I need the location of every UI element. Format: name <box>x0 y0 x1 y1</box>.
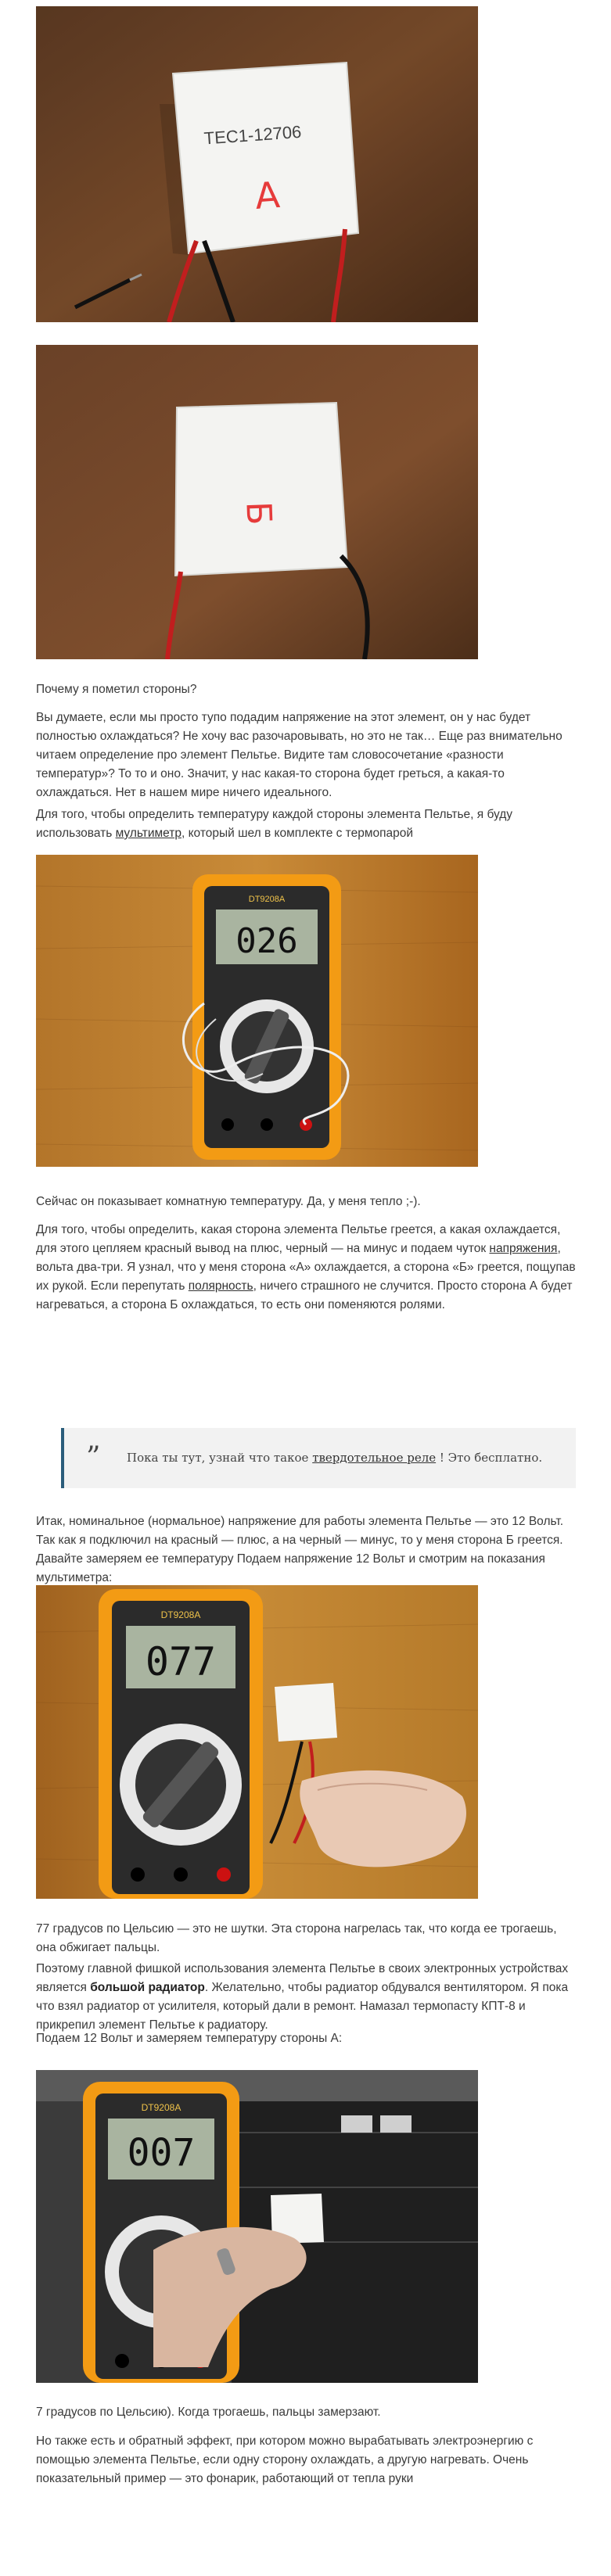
multimeter-display-026: 026 <box>235 921 298 961</box>
multimeter-display-077: 077 <box>145 1639 217 1684</box>
paragraph-room-temp: Сейчас он показывает комнатную температуру. Да, у меня тепло ;-). <box>36 1195 421 1208</box>
multimeter-cold-side-photo <box>36 2070 478 2383</box>
quote-text: Пока ты тут, узнай что такое твердотельное реле ! Это бесплатно. <box>127 1451 543 1465</box>
big-radiator-emphasis: большой радиатор <box>90 1981 205 1994</box>
polarity-link[interactable]: полярность <box>188 1279 253 1293</box>
promo-quote-box <box>61 1428 576 1488</box>
svg-text:А: А <box>253 173 282 217</box>
svg-text:TEC1-12706: TEC1-12706 <box>203 121 303 149</box>
peltier-side-b-photo <box>36 345 478 659</box>
paragraph-explanation: Вы думаете, если мы просто тупо подадим напряжение на этот элемент, он у нас будет полностью охлаждаться? Не хочу вас разочаровывать, но это не так… Еще раз внимательно читаем определение про элемент Пельтье. Видите там словосочетание «разности температур»? То то и оно. Значит, у нас какая-то сторона будет греться, а какая-то охлаждаться. Нет в нашем мире ничего идеального. <box>36 711 562 799</box>
svg-text:Б: Б <box>238 500 279 526</box>
paragraph-why-marked: Почему я пометил стороны? <box>36 683 197 696</box>
multimeter-link[interactable]: мультиметр <box>115 827 182 840</box>
multimeter-room-temp-photo <box>36 855 478 1167</box>
paragraph-7-degrees: 7 градусов по Цельсию). Когда трогаешь, пальцы замерзают. <box>36 2406 381 2419</box>
solid-state-relay-link[interactable]: твердотельное реле <box>312 1451 437 1465</box>
multimeter-display-007: 007 <box>127 2131 196 2175</box>
svg-text:DT9208A: DT9208A <box>141 2102 182 2113</box>
svg-text:DT9208A: DT9208A <box>160 1609 201 1620</box>
paragraph-apply-12v: Подаем 12 Вольт и замеряем температуру стороны А: <box>36 2032 343 2045</box>
quote-icon: ” <box>86 1441 101 1473</box>
multimeter-hot-side-photo <box>36 1585 478 1899</box>
paragraph-nominal-voltage: Итак, номинальное (нормальное) напряжение для работы элемента Пельтье — это 12 Вольт. Так как я подключил на красный — плюс, а на черный — минус, то у меня сторона Б греется. Давайте замеряем ее температуру Подаем напряжение 12 Вольт и смотрим на показания мультиметра: <box>36 1515 564 1584</box>
voltage-link[interactable]: напряжения <box>489 1242 558 1255</box>
svg-text:DT9208A: DT9208A <box>248 895 286 904</box>
paragraph-multimeter-intro: Для того, чтобы определить температуру каждой стороны элемента Пельтье, я буду использовать мультиметр, который шел в комплекте с термопарой <box>36 808 513 840</box>
paragraph-77-degrees: 77 градусов по Цельсию — это не шутки. Эта сторона нагрелась так, что когда ее трогаешь, она обжигает пальцы. <box>36 1922 557 1954</box>
paragraph-radiator: Поэтому главной фишкой использования элемента Пельтье в своих электронных устройствах является большой радиатор. Желательно, чтобы радиатор обдувался вентилятором. Я пока что взял радиатор от усилителя, который дали в ремонт. Намазал термопасту КПТ-8 и прикрепил элемент Пельтье к радиатору. <box>36 1962 569 2032</box>
peltier-side-a-photo <box>36 6 478 322</box>
paragraph-reverse-effect: Но также есть и обратный эффект, при котором можно вырабатывать электроэнергию с помощью элемента Пельтье, если одну сторону охлаждать, а другую нагревать. Очень показательный пример — это фонарик, работающий от тепла руки <box>36 2434 534 2485</box>
paragraph-polarity: Для того, чтобы определить, какая сторона элемента Пельтье греется, а какая охлаждается, для этого цепляем красный вывод на плюс, черный — на минус и подаем чуток напряжения, вольта два-три. Я узнал, что у меня сторона «А» охлаждается, а сторона «Б» греется, пощупав их рукой. Если перепутать полярность, ничего страшного не случится. Просто сторона А будет нагреваться, а сторона Б охлаждаться, то есть они поменяются ролями. <box>36 1223 576 1311</box>
